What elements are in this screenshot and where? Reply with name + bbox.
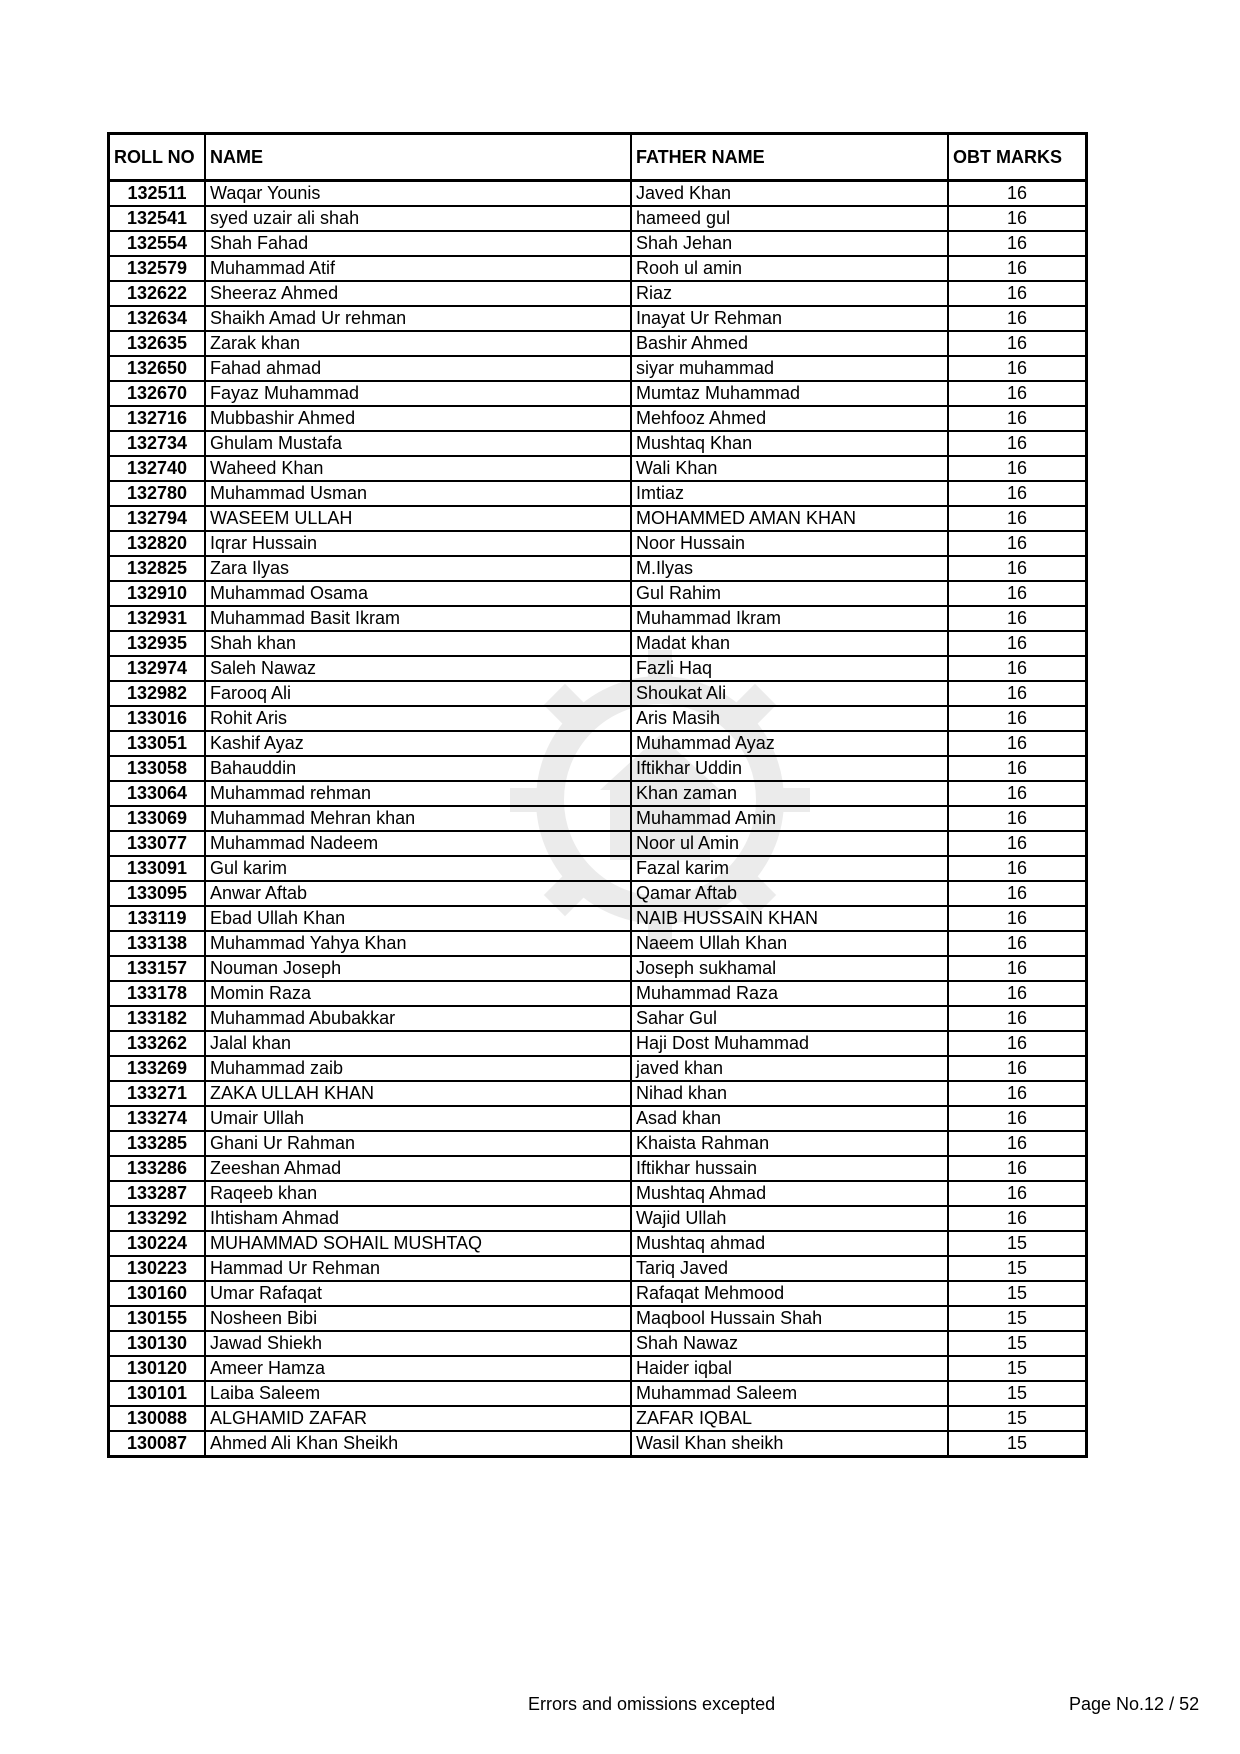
- table-row: [109, 1331, 1087, 1356]
- obt-marks-cell: 16: [948, 531, 1087, 556]
- obt-marks-cell: 16: [948, 981, 1087, 1006]
- roll-no-cell: 132982: [109, 681, 206, 706]
- table-row: [109, 1006, 1087, 1031]
- name-cell: Jawad Shiekh: [205, 1331, 631, 1356]
- obt-marks-cell: 16: [948, 481, 1087, 506]
- father-name-cell: Mushtaq Khan: [631, 431, 948, 456]
- name-cell: Rohit Aris: [205, 706, 631, 731]
- roll-no-cell: 133182: [109, 1006, 206, 1031]
- table-row: [109, 806, 1087, 831]
- father-name-cell: Muhammad Ikram: [631, 606, 948, 631]
- table-row: [109, 1406, 1087, 1431]
- name-cell: ALGHAMID ZAFAR: [205, 1406, 631, 1431]
- obt-marks-cell: 16: [948, 1181, 1087, 1206]
- obt-marks-cell: 16: [948, 1106, 1087, 1131]
- father-name-cell: Inayat Ur Rehman: [631, 306, 948, 331]
- father-name-cell: Rooh ul amin: [631, 256, 948, 281]
- roll-no-cell: 132541: [109, 206, 206, 231]
- name-cell: Muhammad Basit Ikram: [205, 606, 631, 631]
- header-father-name: FATHER NAME: [631, 134, 948, 181]
- table-row: [109, 731, 1087, 756]
- obt-marks-cell: 15: [948, 1331, 1087, 1356]
- name-cell: Ghani Ur Rahman: [205, 1131, 631, 1156]
- roll-no-cell: 132931: [109, 606, 206, 631]
- father-name-cell: Qamar Aftab: [631, 881, 948, 906]
- roll-no-cell: 133058: [109, 756, 206, 781]
- obt-marks-cell: 16: [948, 1081, 1087, 1106]
- table-row: [109, 1256, 1087, 1281]
- table-row: [109, 506, 1087, 531]
- table-row: [109, 1156, 1087, 1181]
- father-name-cell: Madat khan: [631, 631, 948, 656]
- obt-marks-cell: 16: [948, 1031, 1087, 1056]
- obt-marks-cell: 16: [948, 1131, 1087, 1156]
- father-name-cell: Tariq Javed: [631, 1256, 948, 1281]
- header-row: [109, 134, 1087, 181]
- table-row: [109, 331, 1087, 356]
- table-row: [109, 406, 1087, 431]
- table-row: [109, 681, 1087, 706]
- roll-no-cell: 133095: [109, 881, 206, 906]
- obt-marks-cell: 16: [948, 806, 1087, 831]
- father-name-cell: Muhammad Raza: [631, 981, 948, 1006]
- obt-marks-cell: 15: [948, 1256, 1087, 1281]
- roll-no-cell: 132511: [109, 181, 206, 207]
- roll-no-cell: 132794: [109, 506, 206, 531]
- table-row: [109, 1181, 1087, 1206]
- father-name-cell: Riaz: [631, 281, 948, 306]
- table-row: [109, 981, 1087, 1006]
- father-name-cell: Muhammad Amin: [631, 806, 948, 831]
- roll-no-cell: 132670: [109, 381, 206, 406]
- table-row: [109, 1081, 1087, 1106]
- roll-no-cell: 133274: [109, 1106, 206, 1131]
- name-cell: MUHAMMAD SOHAIL MUSHTAQ: [205, 1231, 631, 1256]
- roll-no-cell: 132825: [109, 556, 206, 581]
- name-cell: Zarak khan: [205, 331, 631, 356]
- name-cell: Umar Rafaqat: [205, 1281, 631, 1306]
- table-row: [109, 1431, 1087, 1457]
- name-cell: Laiba Saleem: [205, 1381, 631, 1406]
- name-cell: Iqrar Hussain: [205, 531, 631, 556]
- roll-no-cell: 133292: [109, 1206, 206, 1231]
- roll-no-cell: 130130: [109, 1331, 206, 1356]
- name-cell: Zeeshan Ahmad: [205, 1156, 631, 1181]
- name-cell: Muhammad Abubakkar: [205, 1006, 631, 1031]
- roll-no-cell: 130160: [109, 1281, 206, 1306]
- obt-marks-cell: 16: [948, 556, 1087, 581]
- obt-marks-cell: 16: [948, 381, 1087, 406]
- father-name-cell: Sahar Gul: [631, 1006, 948, 1031]
- obt-marks-cell: 16: [948, 606, 1087, 631]
- name-cell: ZAKA ULLAH KHAN: [205, 1081, 631, 1106]
- roll-no-cell: 133051: [109, 731, 206, 756]
- obt-marks-cell: 15: [948, 1381, 1087, 1406]
- father-name-cell: Wasil Khan sheikh: [631, 1431, 948, 1457]
- obt-marks-cell: 15: [948, 1356, 1087, 1381]
- obt-marks-cell: 16: [948, 756, 1087, 781]
- page-number: Page No.12 / 52: [1069, 1694, 1200, 1714]
- name-cell: Momin Raza: [205, 981, 631, 1006]
- name-cell: Shah Fahad: [205, 231, 631, 256]
- header-name: NAME: [205, 134, 631, 181]
- table-row: [109, 481, 1087, 506]
- header-obt-marks: OBT MARKS: [948, 134, 1087, 181]
- father-name-cell: Muhammad Ayaz: [631, 731, 948, 756]
- obt-marks-cell: 16: [948, 1056, 1087, 1081]
- name-cell: syed uzair ali shah: [205, 206, 631, 231]
- table-row: [109, 1031, 1087, 1056]
- table-row: [109, 456, 1087, 481]
- father-name-cell: Maqbool Hussain Shah: [631, 1306, 948, 1331]
- obt-marks-cell: 16: [948, 681, 1087, 706]
- results-table: [107, 132, 1088, 1458]
- roll-no-cell: 132579: [109, 256, 206, 281]
- obt-marks-cell: 15: [948, 1431, 1087, 1457]
- obt-marks-cell: 16: [948, 731, 1087, 756]
- father-name-cell: Shah Jehan: [631, 231, 948, 256]
- table-row: [109, 1106, 1087, 1131]
- father-name-cell: Shah Nawaz: [631, 1331, 948, 1356]
- roll-no-cell: 130155: [109, 1306, 206, 1331]
- obt-marks-cell: 16: [948, 581, 1087, 606]
- roll-no-cell: 132554: [109, 231, 206, 256]
- father-name-cell: Haider iqbal: [631, 1356, 948, 1381]
- table-row: [109, 581, 1087, 606]
- name-cell: Nosheen Bibi: [205, 1306, 631, 1331]
- name-cell: Waheed Khan: [205, 456, 631, 481]
- name-cell: WASEEM ULLAH: [205, 506, 631, 531]
- father-name-cell: M.Ilyas: [631, 556, 948, 581]
- name-cell: Ghulam Mustafa: [205, 431, 631, 456]
- table-body: [109, 181, 1087, 1457]
- father-name-cell: Haji Dost Muhammad: [631, 1031, 948, 1056]
- obt-marks-cell: 16: [948, 931, 1087, 956]
- obt-marks-cell: 16: [948, 956, 1087, 981]
- name-cell: Fahad ahmad: [205, 356, 631, 381]
- roll-no-cell: 133269: [109, 1056, 206, 1081]
- roll-no-cell: 133271: [109, 1081, 206, 1106]
- father-name-cell: Khaista Rahman: [631, 1131, 948, 1156]
- roll-no-cell: 132974: [109, 656, 206, 681]
- roll-no-cell: 132634: [109, 306, 206, 331]
- roll-no-cell: 130120: [109, 1356, 206, 1381]
- obt-marks-cell: 16: [948, 206, 1087, 231]
- name-cell: Jalal khan: [205, 1031, 631, 1056]
- name-cell: Saleh Nawaz: [205, 656, 631, 681]
- obt-marks-cell: 16: [948, 256, 1087, 281]
- obt-marks-cell: 16: [948, 331, 1087, 356]
- father-name-cell: javed khan: [631, 1056, 948, 1081]
- name-cell: Muhammad zaib: [205, 1056, 631, 1081]
- roll-no-cell: 130223: [109, 1256, 206, 1281]
- table-row: [109, 381, 1087, 406]
- father-name-cell: Wali Khan: [631, 456, 948, 481]
- father-name-cell: Javed Khan: [631, 181, 948, 207]
- name-cell: Zara Ilyas: [205, 556, 631, 581]
- father-name-cell: Asad khan: [631, 1106, 948, 1131]
- name-cell: Muhammad Yahya Khan: [205, 931, 631, 956]
- table-row: [109, 531, 1087, 556]
- obt-marks-cell: 16: [948, 431, 1087, 456]
- obt-marks-cell: 16: [948, 656, 1087, 681]
- father-name-cell: Joseph sukhamal: [631, 956, 948, 981]
- roll-no-cell: 133285: [109, 1131, 206, 1156]
- roll-no-cell: 132780: [109, 481, 206, 506]
- roll-no-cell: 132740: [109, 456, 206, 481]
- obt-marks-cell: 16: [948, 306, 1087, 331]
- father-name-cell: NAIB HUSSAIN KHAN: [631, 906, 948, 931]
- table-row: [109, 831, 1087, 856]
- obt-marks-cell: 16: [948, 456, 1087, 481]
- table-row: [109, 956, 1087, 981]
- name-cell: Kashif Ayaz: [205, 731, 631, 756]
- name-cell: Muhammad Osama: [205, 581, 631, 606]
- header-roll-no: ROLL NO: [109, 134, 206, 181]
- obt-marks-cell: 15: [948, 1406, 1087, 1431]
- name-cell: Sheeraz Ahmed: [205, 281, 631, 306]
- father-name-cell: Mehfooz Ahmed: [631, 406, 948, 431]
- name-cell: Farooq Ali: [205, 681, 631, 706]
- roll-no-cell: 130087: [109, 1431, 206, 1457]
- obt-marks-cell: 15: [948, 1231, 1087, 1256]
- table-row: [109, 181, 1087, 207]
- obt-marks-cell: 16: [948, 631, 1087, 656]
- obt-marks-cell: 16: [948, 906, 1087, 931]
- father-name-cell: Gul Rahim: [631, 581, 948, 606]
- father-name-cell: Rafaqat Mehmood: [631, 1281, 948, 1306]
- name-cell: Raqeeb khan: [205, 1181, 631, 1206]
- roll-no-cell: 133119: [109, 906, 206, 931]
- roll-no-cell: 132820: [109, 531, 206, 556]
- table-row: [109, 206, 1087, 231]
- roll-no-cell: 130224: [109, 1231, 206, 1256]
- roll-no-cell: 133287: [109, 1181, 206, 1206]
- father-name-cell: Bashir Ahmed: [631, 331, 948, 356]
- obt-marks-cell: 16: [948, 356, 1087, 381]
- table-row: [109, 881, 1087, 906]
- table-row: [109, 781, 1087, 806]
- roll-no-cell: 133016: [109, 706, 206, 731]
- roll-no-cell: 132935: [109, 631, 206, 656]
- obt-marks-cell: 16: [948, 881, 1087, 906]
- father-name-cell: Iftikhar Uddin: [631, 756, 948, 781]
- table-row: [109, 1281, 1087, 1306]
- table-row: [109, 1231, 1087, 1256]
- roll-no-cell: 132910: [109, 581, 206, 606]
- roll-no-cell: 130088: [109, 1406, 206, 1431]
- obt-marks-cell: 16: [948, 1006, 1087, 1031]
- father-name-cell: Khan zaman: [631, 781, 948, 806]
- obt-marks-cell: 16: [948, 856, 1087, 881]
- table-row: [109, 356, 1087, 381]
- father-name-cell: ZAFAR IQBAL: [631, 1406, 948, 1431]
- father-name-cell: Iftikhar hussain: [631, 1156, 948, 1181]
- obt-marks-cell: 16: [948, 181, 1087, 207]
- roll-no-cell: 133138: [109, 931, 206, 956]
- name-cell: Bahauddin: [205, 756, 631, 781]
- table-row: [109, 856, 1087, 881]
- table-row: [109, 756, 1087, 781]
- name-cell: Ameer Hamza: [205, 1356, 631, 1381]
- obt-marks-cell: 16: [948, 231, 1087, 256]
- father-name-cell: Fazal karim: [631, 856, 948, 881]
- father-name-cell: Noor Hussain: [631, 531, 948, 556]
- table-row: [109, 1381, 1087, 1406]
- father-name-cell: Noor ul Amin: [631, 831, 948, 856]
- obt-marks-cell: 16: [948, 706, 1087, 731]
- obt-marks-cell: 16: [948, 781, 1087, 806]
- father-name-cell: Muhammad Saleem: [631, 1381, 948, 1406]
- name-cell: Muhammad Nadeem: [205, 831, 631, 856]
- father-name-cell: Aris Masih: [631, 706, 948, 731]
- roll-no-cell: 132650: [109, 356, 206, 381]
- obt-marks-cell: 15: [948, 1306, 1087, 1331]
- obt-marks-cell: 16: [948, 281, 1087, 306]
- name-cell: Ebad Ullah Khan: [205, 906, 631, 931]
- table-row: [109, 1056, 1087, 1081]
- roll-no-cell: 133262: [109, 1031, 206, 1056]
- father-name-cell: Mumtaz Muhammad: [631, 381, 948, 406]
- roll-no-cell: 132635: [109, 331, 206, 356]
- name-cell: Shaikh Amad Ur rehman: [205, 306, 631, 331]
- father-name-cell: Naeem Ullah Khan: [631, 931, 948, 956]
- table-row: [109, 1206, 1087, 1231]
- table-row: [109, 606, 1087, 631]
- name-cell: Muhammad Usman: [205, 481, 631, 506]
- roll-no-cell: 133286: [109, 1156, 206, 1181]
- footer-note: Errors and omissions excepted: [528, 1694, 776, 1714]
- father-name-cell: Mushtaq ahmad: [631, 1231, 948, 1256]
- obt-marks-cell: 15: [948, 1281, 1087, 1306]
- table-row: [109, 281, 1087, 306]
- father-name-cell: siyar muhammad: [631, 356, 948, 381]
- name-cell: Muhammad Atif: [205, 256, 631, 281]
- table-row: [109, 431, 1087, 456]
- table-row: [109, 631, 1087, 656]
- roll-no-cell: 133064: [109, 781, 206, 806]
- name-cell: Shah khan: [205, 631, 631, 656]
- roll-no-cell: 133178: [109, 981, 206, 1006]
- name-cell: Ahmed Ali Khan Sheikh: [205, 1431, 631, 1457]
- obt-marks-cell: 16: [948, 506, 1087, 531]
- name-cell: Mubbashir Ahmed: [205, 406, 631, 431]
- table-row: [109, 1356, 1087, 1381]
- obt-marks-cell: 16: [948, 1206, 1087, 1231]
- table-row: [109, 306, 1087, 331]
- table-row: [109, 931, 1087, 956]
- table-row: [109, 256, 1087, 281]
- table-row: [109, 231, 1087, 256]
- name-cell: Ihtisham Ahmad: [205, 1206, 631, 1231]
- name-cell: Nouman Joseph: [205, 956, 631, 981]
- roll-no-cell: 130101: [109, 1381, 206, 1406]
- roll-no-cell: 133091: [109, 856, 206, 881]
- table-row: [109, 906, 1087, 931]
- name-cell: Fayaz Muhammad: [205, 381, 631, 406]
- table-row: [109, 556, 1087, 581]
- name-cell: Muhammad rehman: [205, 781, 631, 806]
- name-cell: Waqar Younis: [205, 181, 631, 207]
- roll-no-cell: 133069: [109, 806, 206, 831]
- obt-marks-cell: 16: [948, 831, 1087, 856]
- table-row: [109, 1306, 1087, 1331]
- father-name-cell: Fazli Haq: [631, 656, 948, 681]
- father-name-cell: Mushtaq Ahmad: [631, 1181, 948, 1206]
- roll-no-cell: 133077: [109, 831, 206, 856]
- name-cell: Gul karim: [205, 856, 631, 881]
- name-cell: Muhammad Mehran khan: [205, 806, 631, 831]
- roll-no-cell: 132716: [109, 406, 206, 431]
- roll-no-cell: 132622: [109, 281, 206, 306]
- obt-marks-cell: 16: [948, 1156, 1087, 1181]
- father-name-cell: Wajid Ullah: [631, 1206, 948, 1231]
- father-name-cell: Nihad khan: [631, 1081, 948, 1106]
- obt-marks-cell: 16: [948, 406, 1087, 431]
- table-row: [109, 1131, 1087, 1156]
- father-name-cell: hameed gul: [631, 206, 948, 231]
- table-row: [109, 706, 1087, 731]
- name-cell: Umair Ullah: [205, 1106, 631, 1131]
- table-row: [109, 656, 1087, 681]
- name-cell: Anwar Aftab: [205, 881, 631, 906]
- father-name-cell: Shoukat Ali: [631, 681, 948, 706]
- father-name-cell: Imtiaz: [631, 481, 948, 506]
- roll-no-cell: 133157: [109, 956, 206, 981]
- name-cell: Hammad Ur Rehman: [205, 1256, 631, 1281]
- roll-no-cell: 132734: [109, 431, 206, 456]
- father-name-cell: MOHAMMED AMAN KHAN: [631, 506, 948, 531]
